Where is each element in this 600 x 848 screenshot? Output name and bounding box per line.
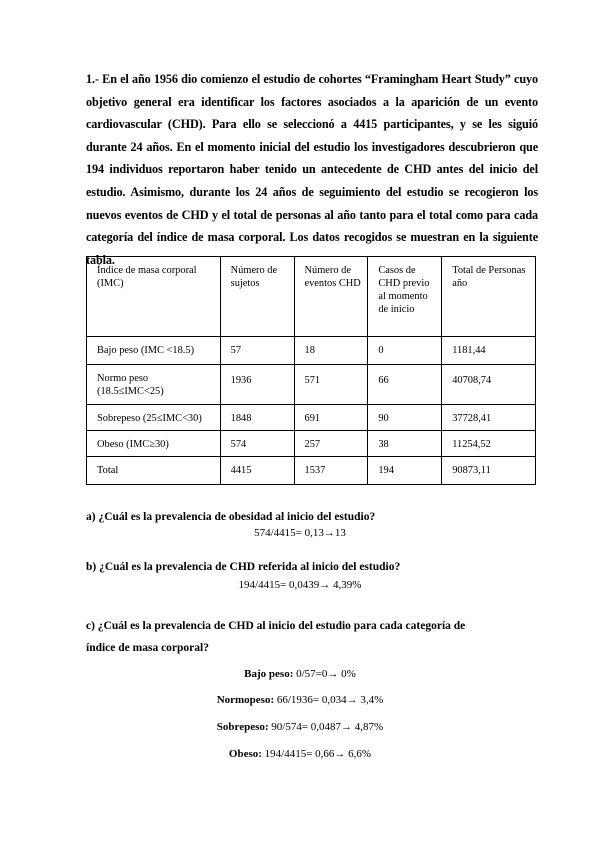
answer-c-bajo-peso (0, 668, 600, 680)
table-header-cell: Casos de CHD previo al momento de inicio (368, 257, 442, 337)
table-cell: 57 (220, 337, 294, 365)
answer-a: 574/4415= 0,13→13 (254, 527, 346, 539)
question-c: c) ¿Cuál es la prevalencia de CHD al inicio del estudio para cada categoría de (86, 620, 466, 632)
table-header-row (87, 257, 536, 337)
answer-value: 0/57=0→ 0% (293, 668, 356, 680)
table-cell: Total (87, 457, 221, 485)
table-header-cell: Número de sujetos (220, 257, 294, 337)
table-cell: 691 (294, 405, 368, 431)
answer-b: 194/4415= 0,0439→ 4,39% (238, 579, 362, 591)
table-header-cell: Índice de masa corporal (IMC) (87, 257, 221, 337)
answer-value: 90/574= 0,0487→ 4,87% (268, 721, 384, 733)
table-cell: Sobrepeso (25≤IMC<30) (87, 405, 221, 431)
table-cell: 90873,11 (442, 457, 536, 485)
table-header-cell: Total de Personas año (442, 257, 536, 337)
question-a: a) ¿Cuál es la prevalencia de obesidad al inicio del estudio? (86, 511, 376, 523)
table-cell: 40708,74 (442, 365, 536, 405)
imc-table (86, 256, 536, 485)
answer-label: Bajo peso: (244, 668, 294, 680)
table-header-cell: Número de eventos CHD (294, 257, 368, 337)
table-cell: 1936 (220, 365, 294, 405)
answer-value: 194/4415= 0,66→ 6,6% (261, 748, 372, 760)
question-b: b) ¿Cuál es la prevalencia de CHD referida al inicio del estudio? (86, 561, 401, 573)
table-cell: 90 (368, 405, 442, 431)
table-cell: 1181,44 (442, 337, 536, 365)
table-cell: 1848 (220, 405, 294, 431)
answer-c-normopeso (0, 694, 600, 706)
answer-label: Sobrepeso: (216, 721, 269, 733)
table-row (87, 457, 536, 485)
table-cell: 11254,52 (442, 431, 536, 457)
table-cell: 38 (368, 431, 442, 457)
table-cell: 4415 (220, 457, 294, 485)
table-cell: Bajo peso (IMC <18.5) (87, 337, 221, 365)
table-row (87, 337, 536, 365)
answer-c-sobrepeso (0, 721, 600, 733)
table-cell: 18 (294, 337, 368, 365)
table-cell: 0 (368, 337, 442, 365)
table-row (87, 365, 536, 405)
table-cell: 257 (294, 431, 368, 457)
answer-value: 66/1936= 0,034→ 3,4% (274, 694, 384, 706)
table-cell: 194 (368, 457, 442, 485)
intro-paragraph: 1.- En el año 1956 dio comienzo el estudio de cohortes “Framingham Heart Study” cuyo objetivo general era identificar los factores asociados a la aparición de un evento cardiovascular (CHD). Para ello se seleccionó a 4415 participantes, y se les siguió durante 24 años. En el momento inicial del estudio los investigadores descubrieron que 194 individuos reportaron haber tenido un antecedente de CHD antes del inicio del estudio. Asimismo, durante los 24 años de seguimiento del estudio se recogieron los nuevos eventos de CHD y el total de personas al año tanto para el total como para cada categoría del índice de masa corporal. Los datos recogidos se muestran en la siguiente tabla. (86, 72, 538, 267)
table-cell: 574 (220, 431, 294, 457)
table-row (87, 405, 536, 431)
table-cell: 37728,41 (442, 405, 536, 431)
table-cell: Obeso (IMC≥30) (87, 431, 221, 457)
table-cell: Normo peso (18.5≤IMC<25) (87, 365, 221, 405)
answer-label: Normopeso: (216, 694, 275, 706)
answer-label: Obeso: (228, 748, 262, 760)
table-cell: 571 (294, 365, 368, 405)
table-cell: 66 (368, 365, 442, 405)
table-row (87, 431, 536, 457)
table-cell: 1537 (294, 457, 368, 485)
answer-c-obeso (0, 748, 600, 760)
question-c-line2: índice de masa corporal? (86, 642, 209, 654)
